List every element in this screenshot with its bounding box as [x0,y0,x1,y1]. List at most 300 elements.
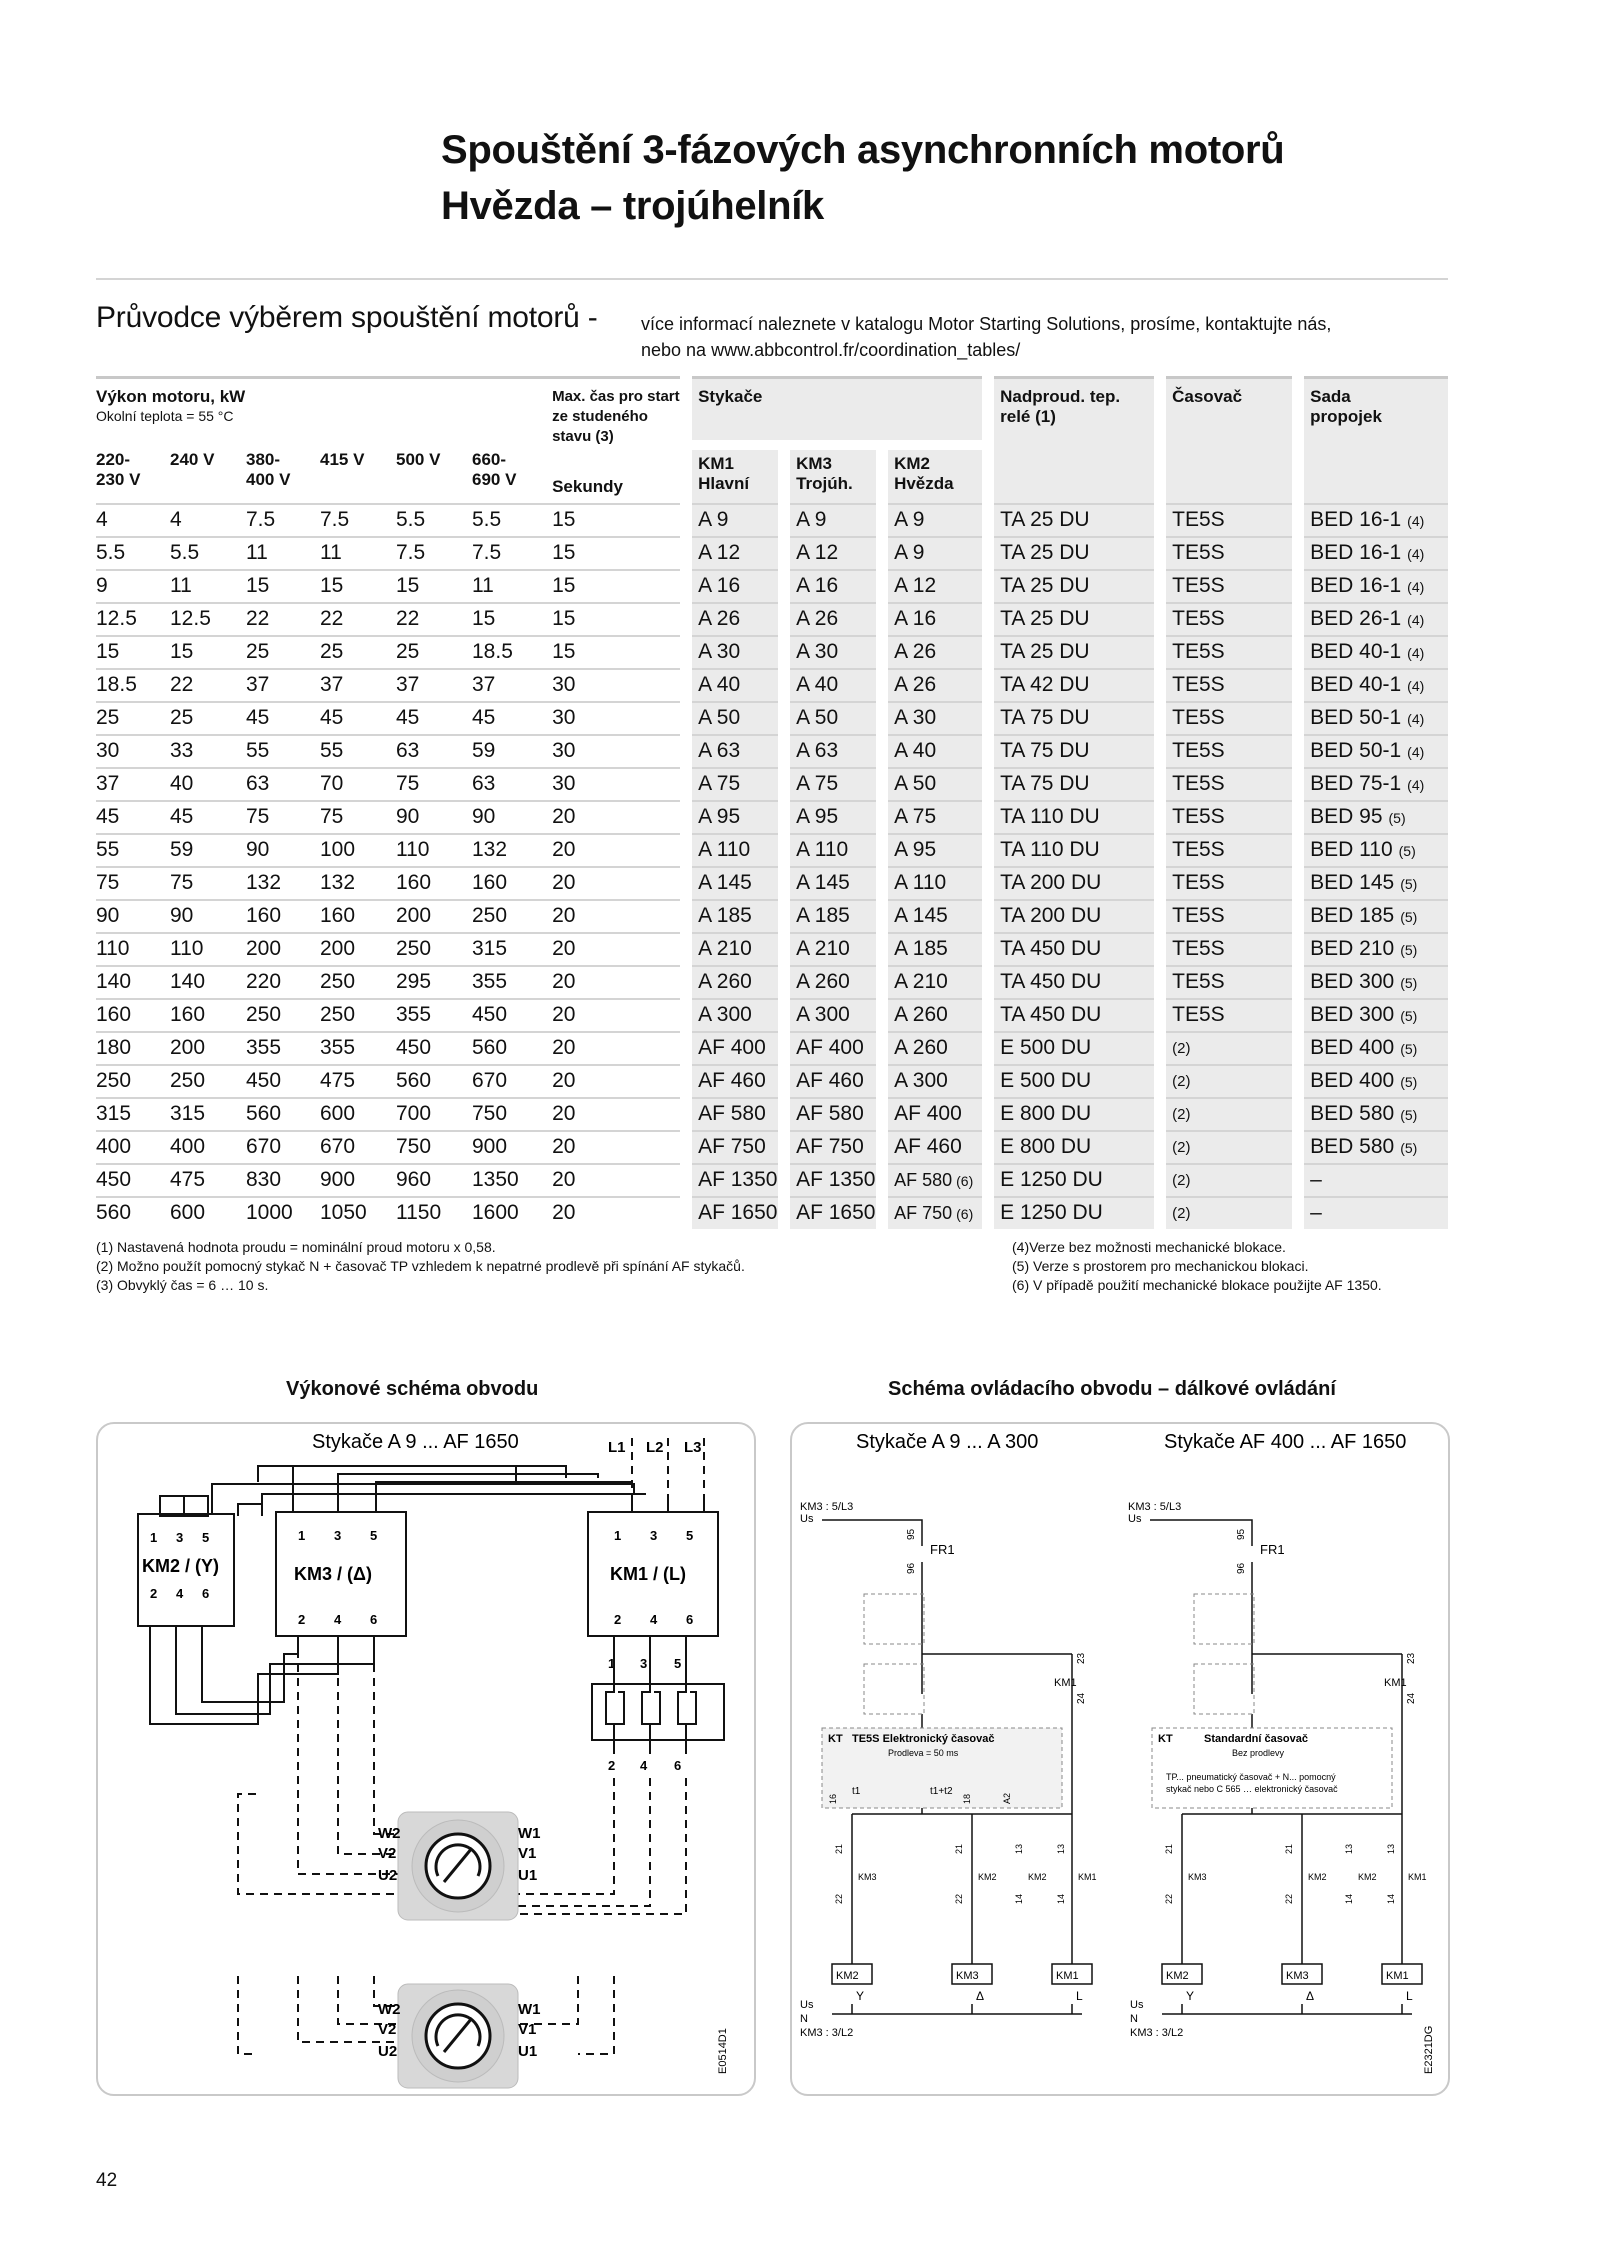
cell-v3: 90 [246,834,320,867]
cell-timer: TE5S [1166,702,1292,735]
cell-v4: 200 [320,933,396,966]
km2-header: KM2 Hvězda [888,450,982,504]
right-n: N [1130,2013,1138,2025]
table-row [96,669,1448,702]
cell-timer: TE5S [1166,933,1292,966]
cell-v5: 355 [396,999,472,1032]
cell-km1: A 40 [692,669,778,702]
cell-kit-note: (5) [1400,1107,1418,1123]
cell-km2-value: A 16 [894,607,937,630]
cell-km1: AF 1350 [692,1164,778,1197]
cell-timer: TE5S [1166,900,1292,933]
km3-term-4: 4 [334,1612,342,1627]
motor1-w2: W2 [378,1825,401,1842]
cell-v3: 250 [246,999,320,1032]
right-km3-top: KM3 : 5/L3 [1128,1501,1182,1513]
cell-km3: A 145 [790,867,876,900]
cell-t: 15 [552,504,680,537]
cell-kit-value: BED 40-1 [1310,673,1402,696]
cell-kit [1304,801,1448,834]
cell-v3: 15 [246,570,320,603]
km3-term-5: 5 [370,1528,378,1543]
cell-v3: 75 [246,801,320,834]
right-coil-km1: KM1 [1386,1970,1409,1982]
cell-v4: 475 [320,1065,396,1098]
cell-relay: E 1250 DU [994,1197,1154,1229]
right-n95: 95 [1236,1528,1247,1540]
cell-kit-value: BED 95 [1310,805,1383,828]
table-row [96,1164,1448,1197]
cell-t: 20 [552,1032,680,1065]
cell-kit-note: (4) [1407,777,1425,793]
right-km1: KM1 [1384,1677,1407,1689]
cell-kit-value: BED 110 [1310,838,1393,861]
km1-term-2: 2 [614,1612,622,1627]
right-coil-km3: KM3 [1286,1970,1309,1982]
km1-term-1: 1 [614,1528,622,1543]
cell-v3: 22 [246,603,320,636]
cell-kit-value: BED 16-1 [1310,574,1402,597]
cell-km2-note: (6) [956,1206,974,1222]
cell-km3: AF 460 [790,1065,876,1098]
km2-term-1: 1 [150,1530,158,1545]
cell-v1: 110 [96,933,170,966]
cell-kit-note: (5) [1400,876,1418,892]
right-us-top: Us [1128,1513,1142,1525]
ambient-note: Okolní teplota = 55 °C [96,408,234,424]
cell-kit-note: (5) [1388,810,1406,826]
motor1-u1: U1 [518,1867,538,1884]
cell-kit-note: (5) [1400,1041,1418,1057]
right-coil-km2: KM2 [1166,1970,1189,1982]
cell-km2 [888,999,982,1032]
cell-km2 [888,1032,982,1065]
km1-term-4: 4 [650,1612,658,1627]
control-right-subtitle: Stykače AF 400 ... AF 1650 [1164,1431,1407,1453]
cell-v4: 15 [320,570,396,603]
left-n13: 13 [1014,1843,1024,1854]
cell-timer: TE5S [1166,867,1292,900]
te5s-title: TE5S Elektronický časovač [852,1733,995,1745]
te5s-t1: t1 [852,1786,861,1797]
cell-v6: 160 [472,867,552,900]
footnote-6: (6) V případě použití mechanické blokace použijte AF 1350. [1012,1277,1382,1293]
cell-relay: TA 25 DU [994,537,1154,570]
cell-km2 [888,900,982,933]
left-n96: 96 [906,1562,917,1574]
right-coil-delta: Δ [1306,1989,1315,2003]
left-n24: 24 [1076,1692,1087,1704]
motor2-u1: U1 [518,2043,538,2060]
cell-t: 30 [552,735,680,768]
cell-v2: 25 [170,702,246,735]
control-left [800,1501,1097,2039]
cell-v6: 90 [472,801,552,834]
cell-km3: A 95 [790,801,876,834]
cell-km3: A 260 [790,966,876,999]
right-n14: 14 [1344,1893,1354,1904]
voltage-header-415: 415 V [320,449,365,469]
relay-header: Nadproud. tep. relé (1) [1000,387,1121,426]
footnote-4: (4)Verze bez možnosti mechanické blokace. [1012,1239,1286,1255]
cell-km2 [888,570,982,603]
cell-v4: 670 [320,1131,396,1164]
cell-v3: 220 [246,966,320,999]
cell-kit-value: BED 300 [1310,970,1395,993]
cell-km3: A 12 [790,537,876,570]
km2-term-5: 5 [202,1530,210,1545]
cell-t: 20 [552,801,680,834]
cell-v6: 315 [472,933,552,966]
cell-v4: 250 [320,966,396,999]
power-diagram-title: Výkonové schéma obvodu [286,1378,539,1400]
right-n24: 24 [1406,1692,1417,1704]
cell-v3: 11 [246,537,320,570]
cell-v6: 670 [472,1065,552,1098]
cell-km1: A 185 [692,900,778,933]
timer-header: Časovač [1172,387,1243,406]
cell-km2-value: A 9 [894,541,925,564]
cell-kit-value: BED 16-1 [1310,508,1402,531]
cell-km3: AF 1350 [790,1164,876,1197]
cell-v5: 295 [396,966,472,999]
voltage-header-220: 220- 230 V [96,449,141,489]
cell-kit-value: BED 300 [1310,1003,1395,1026]
left-coil-km3: KM3 [956,1970,979,1982]
right-fr1: FR1 [1260,1542,1285,1557]
km1-label: KM1 / (L) [610,1564,686,1584]
cell-km3: A 9 [790,504,876,537]
cell-v4: 7.5 [320,504,396,537]
left-km1: KM1 [1054,1677,1077,1689]
cell-v3: 7.5 [246,504,320,537]
cell-km3: A 63 [790,735,876,768]
std-note-2: stykač nebo C 565 … elektronický časovač [1166,1784,1338,1794]
cell-relay: TA 75 DU [994,768,1154,801]
std-note-1: TP... pneumatický časovač + N... pomocný [1166,1772,1336,1782]
cell-km3: A 210 [790,933,876,966]
cell-kit-value: – [1310,1168,1322,1191]
cell-v4: 160 [320,900,396,933]
section-heading: Průvodce výběrem spouštění motorů - [96,301,598,334]
cell-v6: 750 [472,1098,552,1131]
section-note-line-2: nebo na www.abbcontrol.fr/coordination_tables/ [641,340,1021,360]
cell-km1: A 12 [692,537,778,570]
cell-km1: A 145 [692,867,778,900]
cell-timer: TE5S [1166,999,1292,1032]
cell-timer: TE5S [1166,834,1292,867]
control-ref: E2321DG [1423,2025,1435,2074]
cell-v6: 59 [472,735,552,768]
fr-term-6: 6 [674,1758,682,1773]
cell-v2: 315 [170,1098,246,1131]
footnote-5: (5) Verze s prostorem pro mechanickou blokaci. [1012,1258,1309,1274]
cell-t: 15 [552,570,680,603]
table-row [96,702,1448,735]
cell-relay: TA 25 DU [994,504,1154,537]
cell-kit-value: BED 50-1 [1310,739,1402,762]
km2-label: KM2 / (Y) [142,1556,220,1576]
cell-v2: 45 [170,801,246,834]
cell-v1: 75 [96,867,170,900]
time-unit: Sekundy [552,476,623,496]
cell-km2-value: A 50 [894,772,937,795]
km3-label: KM3 / (Δ) [294,1564,372,1584]
cell-km2-value: A 110 [894,871,947,894]
left-us-top: Us [800,1513,814,1525]
cell-t: 20 [552,867,680,900]
cell-t: 20 [552,1164,680,1197]
cell-kit [1304,570,1448,603]
cell-v5: 7.5 [396,537,472,570]
cell-km2-value: AF 750 [894,1203,953,1223]
cell-v1: 9 [96,570,170,603]
cell-relay: TA 450 DU [994,966,1154,999]
cell-kit-note: (4) [1407,678,1425,694]
motor2-w2: W2 [378,2001,401,2018]
cell-v3: 37 [246,669,320,702]
cell-relay: TA 25 DU [994,570,1154,603]
cell-km2-value: A 210 [894,970,948,993]
cell-kit-value: BED 580 [1310,1102,1395,1125]
right-km1-aux: KM1 [1408,1872,1427,1882]
footnote-2: (2) Možno použít pomocný stykač N + časovač TP vzhledem k nepatrné prodlevě při spínání AF stykačů. [96,1258,745,1274]
cell-v2: 600 [170,1197,246,1229]
cell-km3: AF 750 [790,1131,876,1164]
right-coil-y: Y [1186,1989,1195,2003]
cell-v6: 11 [472,570,552,603]
cell-km2-value: A 26 [894,673,937,696]
cell-relay: TA 450 DU [994,933,1154,966]
cell-v2: 475 [170,1164,246,1197]
cell-t: 20 [552,900,680,933]
cell-timer: TE5S [1166,636,1292,669]
km1-term-3: 3 [650,1528,658,1543]
cell-v6: 450 [472,999,552,1032]
cell-v2: 11 [170,570,246,603]
cell-relay: TA 110 DU [994,834,1154,867]
voltage-header-500: 500 V [396,449,441,469]
cell-t: 20 [552,1065,680,1098]
cell-v1: 12.5 [96,603,170,636]
cell-km2 [888,603,982,636]
km1-term-6: 6 [686,1612,694,1627]
cell-km2-value: AF 580 [894,1170,953,1190]
motor-1 [398,1812,518,1920]
cell-v4: 22 [320,603,396,636]
cell-v5: 560 [396,1065,472,1098]
cell-km2 [888,1065,982,1098]
page-title [441,122,1284,234]
time-header: Max. čas pro start ze studeného stavu (3) [552,388,680,445]
cell-kit [1304,537,1448,570]
km3-term-2: 2 [298,1612,306,1627]
power-subtitle: Stykače A 9 ... AF 1650 [312,1431,519,1453]
section-note [641,311,1331,363]
cell-v1: 30 [96,735,170,768]
cell-kit-value: BED 50-1 [1310,706,1402,729]
fr-term-4: 4 [640,1758,648,1773]
cell-v6: 7.5 [472,537,552,570]
cell-v6: 37 [472,669,552,702]
cell-t: 30 [552,768,680,801]
table-row [96,999,1448,1032]
cell-km3: AF 580 [790,1098,876,1131]
cell-v5: 960 [396,1164,472,1197]
fr-term-3: 3 [640,1656,648,1671]
km3-term-3: 3 [334,1528,342,1543]
te5s-delay: Prodleva = 50 ms [888,1748,959,1758]
cell-v1: 15 [96,636,170,669]
cell-km2 [888,801,982,834]
cell-v4: 1050 [320,1197,396,1229]
cell-timer: TE5S [1166,537,1292,570]
cell-v1: 140 [96,966,170,999]
cell-relay: TA 450 DU [994,999,1154,1032]
cell-km1: A 50 [692,702,778,735]
cell-km1: AF 460 [692,1065,778,1098]
cell-km1: A 9 [692,504,778,537]
cell-timer: TE5S [1166,735,1292,768]
cell-t: 15 [552,636,680,669]
motor1-v1: V1 [518,1845,537,1862]
cell-v4: 55 [320,735,396,768]
cell-v5: 700 [396,1098,472,1131]
cell-km2-value: A 185 [894,937,948,960]
cell-km3: A 185 [790,900,876,933]
left-fr1: FR1 [930,1542,955,1557]
footnote-1: (1) Nastavená hodnota proudu = nominální proud motoru x 0,58. [96,1239,496,1255]
table-row [96,768,1448,801]
right-n13: 13 [1344,1843,1354,1854]
cell-v6: 250 [472,900,552,933]
left-coil-y: Y [856,1989,865,2003]
motor1-u2: U2 [378,1867,398,1884]
cell-t: 30 [552,669,680,702]
cell-km3: A 26 [790,603,876,636]
cell-v3: 63 [246,768,320,801]
cell-v5: 450 [396,1032,472,1065]
cell-km1: AF 1650 [692,1197,778,1229]
cell-kit-note: (5) [1400,975,1418,991]
cell-v1: 250 [96,1065,170,1098]
cell-kit [1304,735,1448,768]
left-n: N [800,2013,808,2025]
cell-kit-note: (4) [1407,612,1425,628]
left-coil-delta: Δ [976,1989,985,2003]
cell-v5: 25 [396,636,472,669]
motor2-u2: U2 [378,2043,398,2060]
cell-km3: A 110 [790,834,876,867]
power-wiring-2 [293,1466,632,1512]
cell-km1: AF 400 [692,1032,778,1065]
motor-2 [398,1984,518,2088]
left-n22b: 22 [954,1893,964,1904]
motor1-v2: V2 [378,1845,397,1862]
right-us-bottom: Us [1130,1999,1144,2011]
cell-t: 20 [552,1197,680,1229]
cell-v2: 33 [170,735,246,768]
cell-km2-value: A 260 [894,1036,948,1059]
cell-timer: TE5S [1166,966,1292,999]
cell-kit [1304,636,1448,669]
page-number: 42 [96,2170,118,2191]
table-row [96,900,1448,933]
table-row [96,1098,1448,1131]
cell-km2 [888,1098,982,1131]
cell-v2: 40 [170,768,246,801]
left-km2-contact: KM2 [978,1872,997,1882]
cell-kit-note: (5) [1400,1074,1418,1090]
cell-v1: 45 [96,801,170,834]
cell-v5: 22 [396,603,472,636]
cell-kit-value: BED 210 [1310,937,1395,960]
right-n21: 21 [1164,1843,1174,1854]
cell-v5: 75 [396,768,472,801]
cell-relay: TA 25 DU [994,636,1154,669]
cell-v3: 830 [246,1164,320,1197]
cell-kit [1304,834,1448,867]
cell-v1: 450 [96,1164,170,1197]
right-kt: KT [1158,1733,1173,1745]
cell-v2: 140 [170,966,246,999]
cell-timer: TE5S [1166,669,1292,702]
cell-v2: 15 [170,636,246,669]
cell-km2 [888,768,982,801]
cell-t: 20 [552,999,680,1032]
cell-relay: TA 42 DU [994,669,1154,702]
cell-t: 20 [552,1098,680,1131]
power-diagram-panel [96,1422,756,2096]
cell-km2-value: AF 400 [894,1102,962,1125]
cell-v1: 55 [96,834,170,867]
cell-v6: 900 [472,1131,552,1164]
cell-km1: A 30 [692,636,778,669]
cell-kit-value: BED 75-1 [1310,772,1402,795]
selection-table [96,376,1448,1229]
cell-v2: 22 [170,669,246,702]
cell-kit [1304,1197,1448,1229]
cell-km2 [888,636,982,669]
table-row [96,801,1448,834]
left-km1-aux: KM1 [1078,1872,1097,1882]
cell-v6: 1600 [472,1197,552,1229]
cell-kit-note: (4) [1407,711,1425,727]
cell-relay: TA 200 DU [994,900,1154,933]
motor2-v2: V2 [378,2021,397,2038]
right-n22b: 22 [1284,1893,1294,1904]
table-row [96,1131,1448,1164]
cell-kit-value: BED 400 [1310,1036,1395,1059]
cell-km2 [888,702,982,735]
km2-term-6: 6 [202,1586,210,1601]
cell-v3: 560 [246,1098,320,1131]
cell-relay: E 500 DU [994,1032,1154,1065]
cell-km2-value: AF 460 [894,1135,962,1158]
cell-relay: E 1250 DU [994,1164,1154,1197]
cell-km2-value: A 145 [894,904,948,927]
control-left-subtitle: Stykače A 9 ... A 300 [856,1431,1039,1453]
cell-v5: 63 [396,735,472,768]
cell-kit-note: (4) [1407,744,1425,760]
cell-km2 [888,1197,982,1229]
cell-v5: 250 [396,933,472,966]
cell-km2-value: A 12 [894,574,937,597]
table-row [96,933,1448,966]
kit-header: Sada propojek [1310,387,1382,426]
cell-km1: A 26 [692,603,778,636]
cell-v4: 900 [320,1164,396,1197]
